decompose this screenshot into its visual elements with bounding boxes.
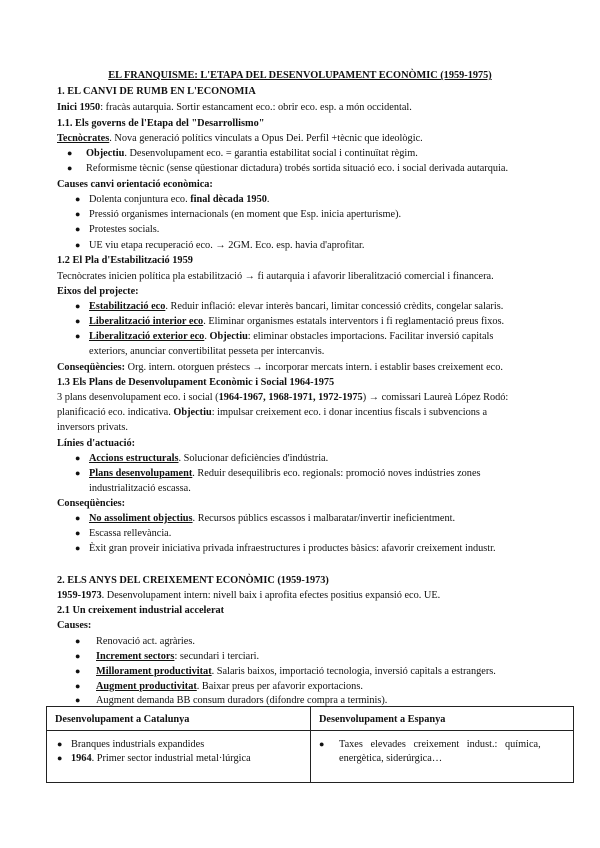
bullet-icon: ● [57,739,63,749]
bullet-icon: ● [75,695,81,705]
subsection-1-2-intro: Tecnòcrates inicien política pla estabilització → fi autarquia i afavorir liberalització comercial i financera. [57,271,494,282]
list-item-text: Dolenta conjuntura eco. [89,194,191,205]
bullet-icon: ● [75,224,81,234]
list-item-label: Estabilització eco [89,301,166,312]
list-item-label: Plans desenvolupament [89,468,193,479]
bullet-icon: ● [75,513,81,523]
causes-label: Causes canvi orientació econòmica: [57,179,213,190]
table-cell-line [71,752,251,765]
page-title: EL FRANQUISME: L'ETAPA DEL DESENVOLUPAMENT ECONÒMIC (1959-1975) [108,70,492,81]
tecnocrates-label: Tecnòcrates [57,133,110,144]
list-item-text: . Reduir inflació: elevar interès bancari, limitar concessió crèdits, congelar salaris. [165,301,504,312]
paragraph-line: inversors privats. [57,422,128,433]
section-1-intro [57,101,412,114]
intro-text: . Desenvolupament intern: nivell baix i aprofita efectes positius expansió eco. UE. [101,590,441,601]
tecnocrates-line [57,132,423,145]
linies-label: Línies d'actuació: [57,438,136,449]
list-item-continuation: industrialització escassa. [89,483,191,494]
bullet-icon: ● [75,209,81,219]
table-cell-text: . Primer sector industrial metal·lúrgica [91,753,251,764]
causes-label: Causes: [57,620,92,631]
subsection-1-1-heading: 1.1. Els governs de l'Etapa del "Desarrollismo" [57,118,265,129]
list-item-text: . Solucionar deficiències d'indústria. [178,453,329,464]
comparison-table [46,706,574,783]
bullet-icon: ● [319,739,325,749]
intro-text: : fracàs autarquia. Sortir estancament eco.: obrir eco. esp. a món occidental. [100,102,412,113]
bullet-icon: ● [67,148,73,158]
bullet-icon: ● [75,636,81,646]
tecnocrates-text: . Nova generació polítics vinculats a Opus Dei. Perfil +tècnic que ideològic. [109,133,423,144]
list-item [89,467,481,480]
list-item [86,147,418,160]
list-item-text: . [204,331,210,342]
list-item-label: Objectiu [86,148,125,159]
conseq-text: Org. intern. otorguen préstecs → incorporar mercats intern. i establir bases creixement eco. [125,362,503,373]
list-item-label: Millorament productivitat [96,666,212,677]
section-2-intro [57,589,440,602]
list-item-label: Accions estructurals [89,453,179,464]
subsection-2-1-heading: 2.1 Un creixement industrial accelerat [57,605,225,616]
list-item: Escassa rellevància. [89,528,172,539]
bullet-icon: ● [75,468,81,478]
list-item: Pressió organismes internacionals (en moment que Esp. inicia aperturisme). [89,209,402,220]
table-cell-espanya [311,731,574,783]
paragraph-emphasis: 1964-1967, 1968-1971, 1972-1975 [218,392,363,403]
table-cell-line: energètica, siderúrgica… [339,753,443,764]
section-1-heading: 1. EL CANVI DE RUMB EN L'ECONOMIA [57,86,256,97]
conseq-label: Conseqüències: [57,362,126,373]
bullet-icon: ● [75,240,81,250]
list-item: Reformisme tècnic (sense qüestionar dictadura) trobés sortida situació eco. i social derivada autarquia. [86,163,509,174]
table-cell-emphasis: 1964 [71,753,92,764]
bullet-icon: ● [75,316,81,326]
list-item-label: No assoliment objectius [89,513,193,524]
paragraph-line [57,406,487,419]
list-item-text: . Reduir desequilibris eco. regionals: promoció noves indústries zones [192,468,481,479]
paragraph-line [57,391,508,404]
table-cell-catalunya [47,731,311,783]
list-item [96,650,259,663]
bullet-icon: ● [75,194,81,204]
list-item [96,665,496,678]
bullet-icon: ● [57,753,63,763]
subsection-1-2-heading: 1.2 El Pla d'Estabilització 1959 [57,255,193,266]
table-header-catalunya [47,707,311,731]
list-item-text: . Recursos públics escassos i malbaratar/invertir ineficientment. [192,513,456,524]
list-item [89,512,455,525]
list-item: UE viu etapa recuperació eco. → 2GM. Eco. esp. havia d'aprofitar. [89,240,365,251]
eixos-label: Eixos del projecte: [57,286,139,297]
list-item-text: . Salaris baixos, importació tecnologia, inversió capitals a estrangers. [211,666,496,677]
table-header-espanya [311,707,574,731]
list-item: Èxit gran proveir iniciativa privada infraestructures i productes bàsics: afavorir creixement industr. [89,543,496,554]
bullet-icon: ● [75,331,81,341]
list-item-label: Increment sectors [96,651,175,662]
bullet-icon: ● [75,666,81,676]
paragraph-text: : impulsar creixement eco. i donar incentius fiscals i subvencions a [211,407,488,418]
list-item-label: Liberalització exterior eco [89,331,205,342]
bullet-icon: ● [75,528,81,538]
list-item-label: Liberalització interior eco [89,316,204,327]
bullet-icon: ● [75,651,81,661]
list-item: Augment demanda BB consum duradors (difondre compra a terminis). [96,695,388,706]
list-item-text: . Baixar preus per afavorir exportacions. [196,681,363,692]
list-item [89,452,328,465]
bullet-icon: ● [75,301,81,311]
list-item-text: : secundari i terciari. [174,651,260,662]
intro-date: Inici 1950 [57,102,101,113]
conseq-line [57,361,503,374]
paragraph-emphasis: Objectiu [173,407,212,418]
list-item [89,315,504,328]
bullet-icon: ● [75,543,81,553]
paragraph-text: ) → comissari Laureà López Rodó: [362,392,509,403]
conseq-label: Conseqüències: [57,498,126,509]
bullet-icon: ● [67,163,73,173]
list-item: Protestes socials. [89,224,160,235]
list-item [89,330,493,343]
table-header-label: Desenvolupament a Espanya [319,714,446,725]
list-item-label: Augment productivitat [96,681,197,692]
section-2-heading: 2. ELS ANYS DEL CREIXEMENT ECONÒMIC (1959-1973) [57,575,329,586]
list-item-text: : eliminar obstacles importacions. Facilitar inversió capitals [247,331,494,342]
list-item-emphasis: Objectiu [209,331,248,342]
subsection-1-3-heading: 1.3 Els Plans de Desenvolupament Econòmic i Social 1964-1975 [57,377,335,388]
paragraph-text: planificació eco. indicativa. [57,407,174,418]
intro-date: 1959-1973 [57,590,102,601]
table-header-label: Desenvolupament a Catalunya [55,714,190,725]
list-item: Renovació act. agràries. [96,636,195,647]
bullet-icon: ● [75,681,81,691]
list-item [89,300,503,313]
bullet-icon: ● [75,453,81,463]
list-item-text: . Eliminar organismes estatals interventors i fi reglamentació preus fixos. [203,316,505,327]
list-item [89,193,269,206]
list-item-text: . Desenvolupament eco. = garantia estabilitat social i continuïtat règim. [124,148,418,159]
list-item-emphasis: final dècada 1950 [190,194,267,205]
list-item-tail: . [266,194,270,205]
list-item-continuation: exteriors, anunciar convertibilitat pesseta per intercanvis. [89,346,325,357]
paragraph-text: 3 plans desenvolupament eco. i social ( [57,392,219,403]
list-item [96,680,363,693]
table-cell-line: Taxes elevades creixement indust.: química, [339,739,541,750]
table-cell-line: Branques industrials expandides [71,739,205,750]
